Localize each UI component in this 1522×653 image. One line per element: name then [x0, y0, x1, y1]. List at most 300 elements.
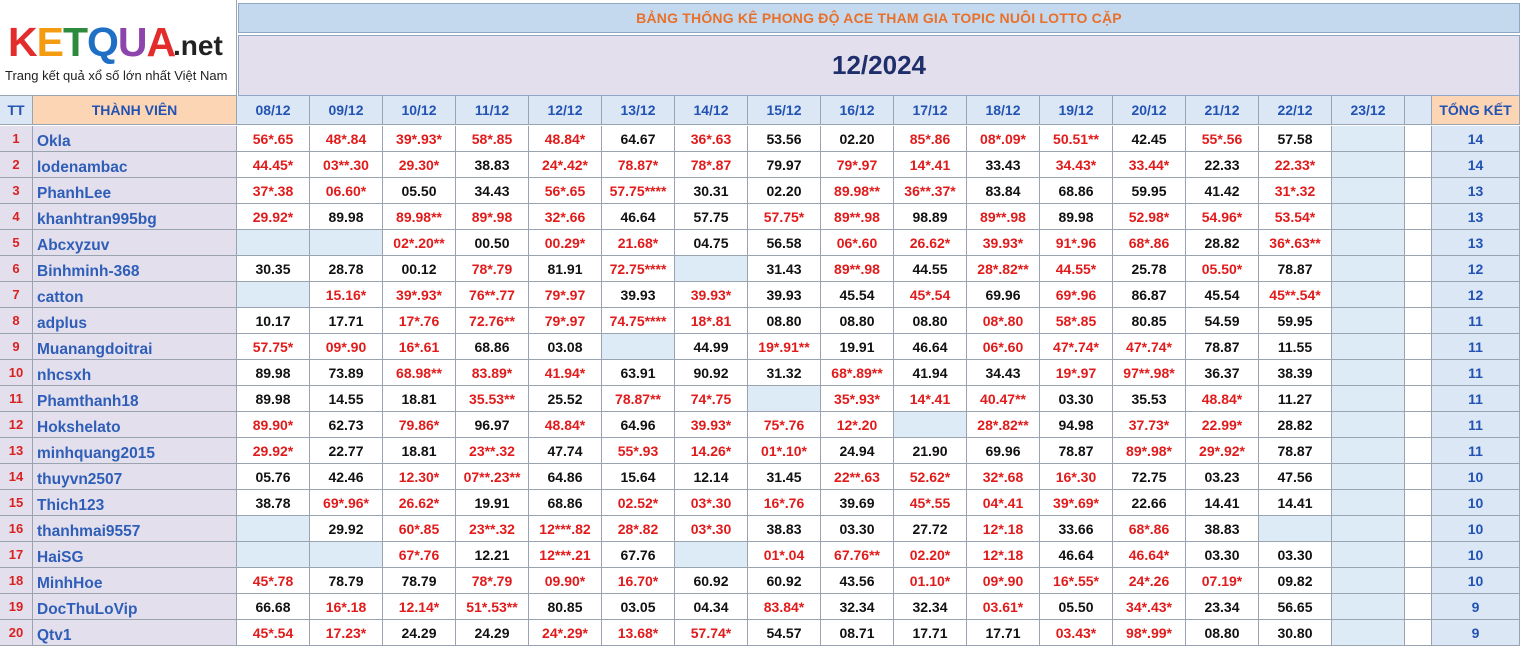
- total-gap: [1405, 178, 1432, 204]
- header-member: THÀNH VIÊN: [33, 96, 237, 125]
- member-name[interactable]: HaiSG: [33, 542, 237, 568]
- member-name[interactable]: nhcsxh: [33, 360, 237, 386]
- score-cell: 54.59: [1186, 308, 1259, 334]
- total-gap: [1405, 256, 1432, 282]
- score-cell: [894, 412, 967, 438]
- score-cell: [1332, 620, 1405, 646]
- score-cell: 21.90: [894, 438, 967, 464]
- member-name[interactable]: MinhHoe: [33, 568, 237, 594]
- member-name[interactable]: Hokshelato: [33, 412, 237, 438]
- score-cell: 39.93: [748, 282, 821, 308]
- score-cell: 08.71: [821, 620, 894, 646]
- score-cell: 36.37: [1186, 360, 1259, 386]
- header-date: 12/12: [529, 96, 602, 125]
- score-cell: 00.50: [456, 230, 529, 256]
- score-cell: 60.92: [675, 568, 748, 594]
- score-cell: 46.64*: [1113, 542, 1186, 568]
- total-gap: [1405, 308, 1432, 334]
- score-cell: 05.50*: [1186, 256, 1259, 282]
- score-cell: 56*.65: [529, 178, 602, 204]
- member-name[interactable]: thuyvn2507: [33, 464, 237, 490]
- row-number: 3: [0, 178, 33, 204]
- score-cell: 12.30*: [383, 464, 456, 490]
- score-cell: 05.50: [1040, 594, 1113, 620]
- score-cell: 79*.97: [821, 152, 894, 178]
- score-cell: 98.89: [894, 204, 967, 230]
- member-name[interactable]: Qtv1: [33, 620, 237, 646]
- score-cell: 03.30: [821, 516, 894, 542]
- member-name[interactable]: lodenambac: [33, 152, 237, 178]
- logo-letter: T: [62, 19, 88, 65]
- score-cell: 64.86: [529, 464, 602, 490]
- score-cell: 59.95: [1113, 178, 1186, 204]
- score-cell: 78.87: [1259, 256, 1332, 282]
- score-cell: 28*.82: [602, 516, 675, 542]
- score-cell: 28*.82**: [967, 256, 1040, 282]
- member-name[interactable]: khanhtran995bg: [33, 204, 237, 230]
- score-cell: 33.66: [1040, 516, 1113, 542]
- total-gap: [1405, 438, 1432, 464]
- score-cell: 89**.98: [967, 204, 1040, 230]
- score-cell: [1332, 386, 1405, 412]
- member-name[interactable]: Phamthanh18: [33, 386, 237, 412]
- score-cell: [310, 230, 383, 256]
- header-date: 16/12: [821, 96, 894, 125]
- total-gap: [1405, 490, 1432, 516]
- total-score: 11: [1432, 360, 1520, 386]
- total-score: 10: [1432, 542, 1520, 568]
- score-cell: 38.83: [748, 516, 821, 542]
- header-date: 23/12: [1332, 96, 1405, 125]
- score-cell: 28.82: [1259, 412, 1332, 438]
- score-cell: 62.73: [310, 412, 383, 438]
- score-cell: 22**.63: [821, 464, 894, 490]
- score-cell: 90.92: [675, 360, 748, 386]
- score-cell: 06*.60: [967, 334, 1040, 360]
- score-cell: 59.95: [1259, 308, 1332, 334]
- member-name[interactable]: Binhminh-368: [33, 256, 237, 282]
- total-gap: [1405, 360, 1432, 386]
- score-cell: 79*.97: [529, 282, 602, 308]
- score-cell: 29.92*: [237, 438, 310, 464]
- member-name[interactable]: thanhmai9557: [33, 516, 237, 542]
- score-cell: [1332, 152, 1405, 178]
- score-cell: 16*.30: [1040, 464, 1113, 490]
- score-cell: 38.78: [237, 490, 310, 516]
- header-gap: [1405, 96, 1432, 125]
- score-cell: 81.91: [529, 256, 602, 282]
- score-cell: 48.84*: [1186, 386, 1259, 412]
- header-date: 10/12: [383, 96, 456, 125]
- score-cell: 54.57: [748, 620, 821, 646]
- score-cell: 26.62*: [383, 490, 456, 516]
- score-cell: 74.75****: [602, 308, 675, 334]
- score-cell: 23**.32: [456, 516, 529, 542]
- score-cell: [237, 516, 310, 542]
- member-name[interactable]: DocThuLoVip: [33, 594, 237, 620]
- score-cell: [1332, 490, 1405, 516]
- score-cell: 89*.98: [456, 204, 529, 230]
- score-cell: 64.96: [602, 412, 675, 438]
- logo-suffix: .net: [173, 30, 223, 61]
- row-number: 1: [0, 126, 33, 152]
- score-cell: [1332, 464, 1405, 490]
- header-total: TỔNG KẾT: [1432, 96, 1520, 125]
- score-cell: 47*.74*: [1113, 334, 1186, 360]
- header-date: 22/12: [1259, 96, 1332, 125]
- total-score: 10: [1432, 464, 1520, 490]
- score-cell: 44.45*: [237, 152, 310, 178]
- total-score: 11: [1432, 308, 1520, 334]
- logo-wordmark: [8, 19, 176, 65]
- score-cell: 89.98: [310, 204, 383, 230]
- score-cell: 89**.98: [821, 204, 894, 230]
- score-cell: 03.30: [1040, 386, 1113, 412]
- score-cell: 44.55: [894, 256, 967, 282]
- score-cell: 06*.60: [821, 230, 894, 256]
- score-cell: 19.91: [821, 334, 894, 360]
- score-cell: 45*.54: [237, 620, 310, 646]
- score-cell: 58*.85: [456, 126, 529, 152]
- score-cell: 52.98*: [1113, 204, 1186, 230]
- score-cell: 45*.55: [894, 490, 967, 516]
- score-cell: 29*.92*: [1186, 438, 1259, 464]
- row-number: 9: [0, 334, 33, 360]
- logo-letter: Q: [87, 19, 118, 65]
- member-name[interactable]: Abcxyzuv: [33, 230, 237, 256]
- score-cell: 37.73*: [1113, 412, 1186, 438]
- logo-tagline: Trang kết quả xổ số lớn nhất Việt Nam: [5, 68, 228, 83]
- score-cell: 78*.87: [675, 152, 748, 178]
- score-cell: 78.79: [383, 568, 456, 594]
- score-cell: [237, 282, 310, 308]
- total-score: 13: [1432, 230, 1520, 256]
- score-cell: 08.80: [748, 308, 821, 334]
- member-name[interactable]: adplus: [33, 308, 237, 334]
- score-cell: 09*.90: [967, 568, 1040, 594]
- score-cell: 16*.61: [383, 334, 456, 360]
- score-cell: 48*.84: [310, 126, 383, 152]
- score-cell: 33.43: [967, 152, 1040, 178]
- score-cell: 45**.54*: [1259, 282, 1332, 308]
- header-date: 11/12: [456, 96, 529, 125]
- score-cell: 24.29: [383, 620, 456, 646]
- total-score: 9: [1432, 594, 1520, 620]
- score-cell: 69.96: [967, 438, 1040, 464]
- total-gap: [1405, 386, 1432, 412]
- logo-letter: A: [146, 19, 176, 65]
- score-cell: 80.85: [1113, 308, 1186, 334]
- score-cell: 01*.04: [748, 542, 821, 568]
- score-cell: 39*.93*: [383, 282, 456, 308]
- total-gap: [1405, 230, 1432, 256]
- score-cell: 78*.79: [456, 256, 529, 282]
- score-cell: 78.87**: [602, 386, 675, 412]
- score-cell: 78.87: [1186, 334, 1259, 360]
- total-score: 13: [1432, 204, 1520, 230]
- score-cell: 14.55: [310, 386, 383, 412]
- logo-letter: K: [8, 19, 37, 65]
- score-cell: 36**.37*: [894, 178, 967, 204]
- score-cell: 07.19*: [1186, 568, 1259, 594]
- score-cell: 56*.65: [237, 126, 310, 152]
- site-logo[interactable]: [0, 0, 237, 96]
- score-cell: 05.50: [383, 178, 456, 204]
- score-cell: 83.89*: [456, 360, 529, 386]
- score-cell: 83.84: [967, 178, 1040, 204]
- score-cell: 25.78: [1113, 256, 1186, 282]
- score-cell: 39*.69*: [1040, 490, 1113, 516]
- score-cell: 39*.93*: [383, 126, 456, 152]
- score-cell: 56.65: [1259, 594, 1332, 620]
- score-cell: 60.92: [748, 568, 821, 594]
- score-cell: 19*.97: [1040, 360, 1113, 386]
- header-date: 21/12: [1186, 96, 1259, 125]
- score-cell: 14.41: [1186, 490, 1259, 516]
- score-cell: 03**.30: [310, 152, 383, 178]
- score-cell: 64.67: [602, 126, 675, 152]
- score-cell: 46.64: [894, 334, 967, 360]
- score-cell: 13.68*: [602, 620, 675, 646]
- score-cell: 30.35: [237, 256, 310, 282]
- score-cell: 63.91: [602, 360, 675, 386]
- score-cell: [1332, 594, 1405, 620]
- score-cell: 28.82: [1186, 230, 1259, 256]
- logo-letter: E: [36, 19, 63, 65]
- score-cell: 78.87: [1259, 438, 1332, 464]
- score-cell: [237, 542, 310, 568]
- score-cell: 26.62*: [894, 230, 967, 256]
- score-cell: 68.98**: [383, 360, 456, 386]
- score-cell: 53.54*: [1259, 204, 1332, 230]
- score-cell: 12*.18: [967, 516, 1040, 542]
- score-cell: 74*.75: [675, 386, 748, 412]
- score-cell: 41.94*: [529, 360, 602, 386]
- score-cell: 48.84*: [529, 126, 602, 152]
- total-gap: [1405, 568, 1432, 594]
- score-cell: 09.90*: [529, 568, 602, 594]
- score-cell: 31.32: [748, 360, 821, 386]
- score-cell: 04.34: [675, 594, 748, 620]
- row-number: 6: [0, 256, 33, 282]
- score-cell: 35.53**: [456, 386, 529, 412]
- score-cell: 30.80: [1259, 620, 1332, 646]
- score-cell: 12*.18: [967, 542, 1040, 568]
- score-cell: 08*.80: [967, 308, 1040, 334]
- score-cell: 03.08: [529, 334, 602, 360]
- score-cell: 15.64: [602, 464, 675, 490]
- score-cell: 14.41: [1259, 490, 1332, 516]
- score-cell: 32.34: [821, 594, 894, 620]
- row-number: 18: [0, 568, 33, 594]
- header-date: 14/12: [675, 96, 748, 125]
- score-cell: [1332, 568, 1405, 594]
- score-cell: 42.46: [310, 464, 383, 490]
- total-gap: [1405, 152, 1432, 178]
- score-cell: 89*.98*: [1113, 438, 1186, 464]
- score-cell: 68*.86: [1113, 230, 1186, 256]
- score-cell: 03.30: [1186, 542, 1259, 568]
- score-cell: 36*.63**: [1259, 230, 1332, 256]
- score-cell: 18.81: [383, 438, 456, 464]
- score-cell: 12.14*: [383, 594, 456, 620]
- score-cell: 58*.85: [1040, 308, 1113, 334]
- score-cell: 09*.90: [310, 334, 383, 360]
- score-cell: 97**.98*: [1113, 360, 1186, 386]
- member-name[interactable]: PhanhLee: [33, 178, 237, 204]
- score-cell: 02*.20**: [383, 230, 456, 256]
- score-cell: 03.05: [602, 594, 675, 620]
- score-cell: 00.29*: [529, 230, 602, 256]
- row-number: 15: [0, 490, 33, 516]
- total-score: 11: [1432, 412, 1520, 438]
- score-cell: 45*.54: [894, 282, 967, 308]
- score-cell: 78*.79: [456, 568, 529, 594]
- score-cell: 02.20*: [894, 542, 967, 568]
- total-score: 10: [1432, 568, 1520, 594]
- score-cell: 35.53: [1113, 386, 1186, 412]
- score-cell: [602, 334, 675, 360]
- score-cell: 16*.18: [310, 594, 383, 620]
- row-number: 12: [0, 412, 33, 438]
- score-cell: [1332, 542, 1405, 568]
- header-date: 08/12: [237, 96, 310, 125]
- member-name[interactable]: Muanangdoitrai: [33, 334, 237, 360]
- score-cell: 18*.81: [675, 308, 748, 334]
- total-score: 12: [1432, 256, 1520, 282]
- member-name[interactable]: catton: [33, 282, 237, 308]
- score-cell: 86.87: [1113, 282, 1186, 308]
- score-cell: 72.75: [1113, 464, 1186, 490]
- score-cell: 44.55*: [1040, 256, 1113, 282]
- total-gap: [1405, 516, 1432, 542]
- score-cell: 01.10*: [894, 568, 967, 594]
- score-cell: [1332, 256, 1405, 282]
- score-cell: 41.94: [894, 360, 967, 386]
- score-cell: 57.58: [1259, 126, 1332, 152]
- score-cell: 91*.96: [1040, 230, 1113, 256]
- score-cell: 03*.30: [675, 516, 748, 542]
- score-cell: 11.27: [1259, 386, 1332, 412]
- score-cell: 98*.99*: [1113, 620, 1186, 646]
- score-cell: 69*.96*: [310, 490, 383, 516]
- row-number: 20: [0, 620, 33, 646]
- total-gap: [1405, 204, 1432, 230]
- member-name[interactable]: minhquang2015: [33, 438, 237, 464]
- score-cell: 22.99*: [1186, 412, 1259, 438]
- header-date: 13/12: [602, 96, 675, 125]
- score-cell: [1332, 438, 1405, 464]
- score-cell: 27.72: [894, 516, 967, 542]
- score-cell: [1259, 516, 1332, 542]
- member-name[interactable]: Okla: [33, 126, 237, 152]
- score-cell: 29.92: [310, 516, 383, 542]
- score-cell: 40.47**: [967, 386, 1040, 412]
- score-cell: 03*.30: [675, 490, 748, 516]
- score-cell: 03.23: [1186, 464, 1259, 490]
- score-cell: 34.43: [456, 178, 529, 204]
- score-cell: 38.39: [1259, 360, 1332, 386]
- score-cell: 34*.43*: [1113, 594, 1186, 620]
- score-cell: 10.17: [237, 308, 310, 334]
- header-date: 18/12: [967, 96, 1040, 125]
- score-cell: 32*.68: [967, 464, 1040, 490]
- score-cell: 22.33: [1186, 152, 1259, 178]
- score-cell: 24*.29*: [529, 620, 602, 646]
- score-cell: 79*.97: [529, 308, 602, 334]
- score-cell: 78.87: [1040, 438, 1113, 464]
- score-cell: 45*.78: [237, 568, 310, 594]
- score-cell: 31.45: [748, 464, 821, 490]
- score-cell: 75*.76: [748, 412, 821, 438]
- score-cell: 45.54: [1186, 282, 1259, 308]
- score-cell: [237, 230, 310, 256]
- score-cell: 02.52*: [602, 490, 675, 516]
- score-cell: 47.56: [1259, 464, 1332, 490]
- total-score: 11: [1432, 386, 1520, 412]
- score-cell: [310, 542, 383, 568]
- total-gap: [1405, 594, 1432, 620]
- score-cell: 72.75****: [602, 256, 675, 282]
- member-name[interactable]: Thich123: [33, 490, 237, 516]
- score-cell: 68.86: [456, 334, 529, 360]
- score-cell: 01*.10*: [748, 438, 821, 464]
- score-cell: 12.21: [456, 542, 529, 568]
- score-cell: 14*.41: [894, 152, 967, 178]
- score-cell: 23.34: [1186, 594, 1259, 620]
- score-cell: 55*.93: [602, 438, 675, 464]
- score-cell: 22.33*: [1259, 152, 1332, 178]
- score-cell: 29.30*: [383, 152, 456, 178]
- total-gap: [1405, 412, 1432, 438]
- score-cell: 18.81: [383, 386, 456, 412]
- score-cell: [1332, 308, 1405, 334]
- score-cell: 80.85: [529, 594, 602, 620]
- score-cell: 39.93*: [675, 412, 748, 438]
- score-cell: 28.78: [310, 256, 383, 282]
- total-gap: [1405, 542, 1432, 568]
- score-cell: 60*.85: [383, 516, 456, 542]
- score-cell: 08*.09*: [967, 126, 1040, 152]
- logo-letter: U: [117, 19, 147, 65]
- score-cell: 53.56: [748, 126, 821, 152]
- score-cell: 37*.38: [237, 178, 310, 204]
- header-date: 20/12: [1113, 96, 1186, 125]
- score-cell: [748, 386, 821, 412]
- total-score: 11: [1432, 438, 1520, 464]
- score-cell: 04*.41: [967, 490, 1040, 516]
- score-cell: 57.75****: [602, 178, 675, 204]
- score-cell: 19.91: [456, 490, 529, 516]
- score-cell: 83.84*: [748, 594, 821, 620]
- score-cell: 68*.89**: [821, 360, 894, 386]
- header-date: 19/12: [1040, 96, 1113, 125]
- score-cell: 02.20: [748, 178, 821, 204]
- score-cell: 68.86: [1040, 178, 1113, 204]
- score-cell: 14.26*: [675, 438, 748, 464]
- score-cell: 04.75: [675, 230, 748, 256]
- score-cell: 89.98: [1040, 204, 1113, 230]
- period-title: 12/2024: [238, 35, 1520, 96]
- score-cell: 12***.82: [529, 516, 602, 542]
- row-number: 16: [0, 516, 33, 542]
- score-cell: 41.42: [1186, 178, 1259, 204]
- score-cell: 24.94: [821, 438, 894, 464]
- score-cell: 43.56: [821, 568, 894, 594]
- score-cell: [1332, 204, 1405, 230]
- score-cell: 17.71: [967, 620, 1040, 646]
- score-cell: 05.76: [237, 464, 310, 490]
